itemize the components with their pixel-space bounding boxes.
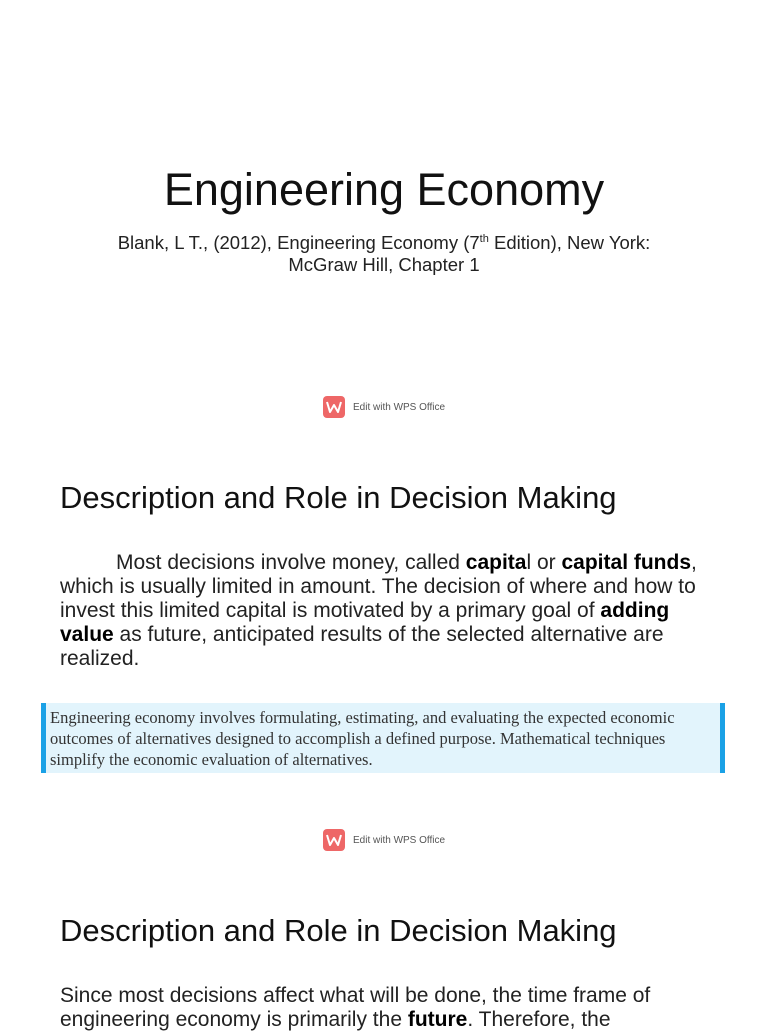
para-text: Most decisions involve money, called — [116, 551, 466, 574]
para-text: as future, anticipated results of the selected alternative are realized. — [60, 623, 664, 670]
wps-logo-icon — [323, 396, 345, 418]
section-heading-1: Description and Role in Decision Making — [60, 480, 617, 515]
slide-title: Engineering Economy — [163, 164, 605, 215]
para-bold-term: capita — [465, 551, 527, 574]
citation-line2: McGraw Hill, Chapter 1 — [288, 254, 480, 276]
citation-superscript: th — [479, 233, 489, 245]
body-paragraph-2 — [60, 984, 710, 1032]
section-heading-2: Description and Role in Decision Making — [60, 913, 617, 948]
para-text: , which is usually limited in amount. The decision of where and how to invest this limited capital is motivated by a primary goal of — [60, 551, 697, 622]
para-text: l or — [526, 551, 562, 574]
wps-logo-icon — [323, 829, 345, 851]
definition-callout: Engineering economy involves formulating, estimating, and evaluating the expected economic outcomes of alternatives designed to accomplish a defined purpose. Mathematical techniques simplify the economic evaluation of alternatives. — [41, 703, 725, 773]
para-text: Since most decisions affect what will be done, the time frame of engineering economy is primarily the — [60, 984, 651, 1031]
para-bold-term: adding value — [60, 599, 670, 646]
wps-watermark[interactable] — [323, 829, 445, 851]
citation-text-cont: Edition), New York: — [488, 232, 651, 254]
citation — [0, 228, 768, 276]
para-bold-term: capital funds — [561, 551, 692, 574]
wps-watermark-label: Edit with WPS Office — [353, 401, 446, 413]
citation-text: Blank, L T., (2012), Engineering Economy (7 — [117, 232, 480, 254]
wps-watermark-label: Edit with WPS Office — [353, 834, 446, 846]
para-bold-term: future — [407, 1008, 468, 1031]
para-text: . Therefore, the — [467, 1008, 611, 1031]
wps-watermark[interactable] — [323, 396, 445, 418]
body-paragraph-1 — [60, 551, 710, 671]
